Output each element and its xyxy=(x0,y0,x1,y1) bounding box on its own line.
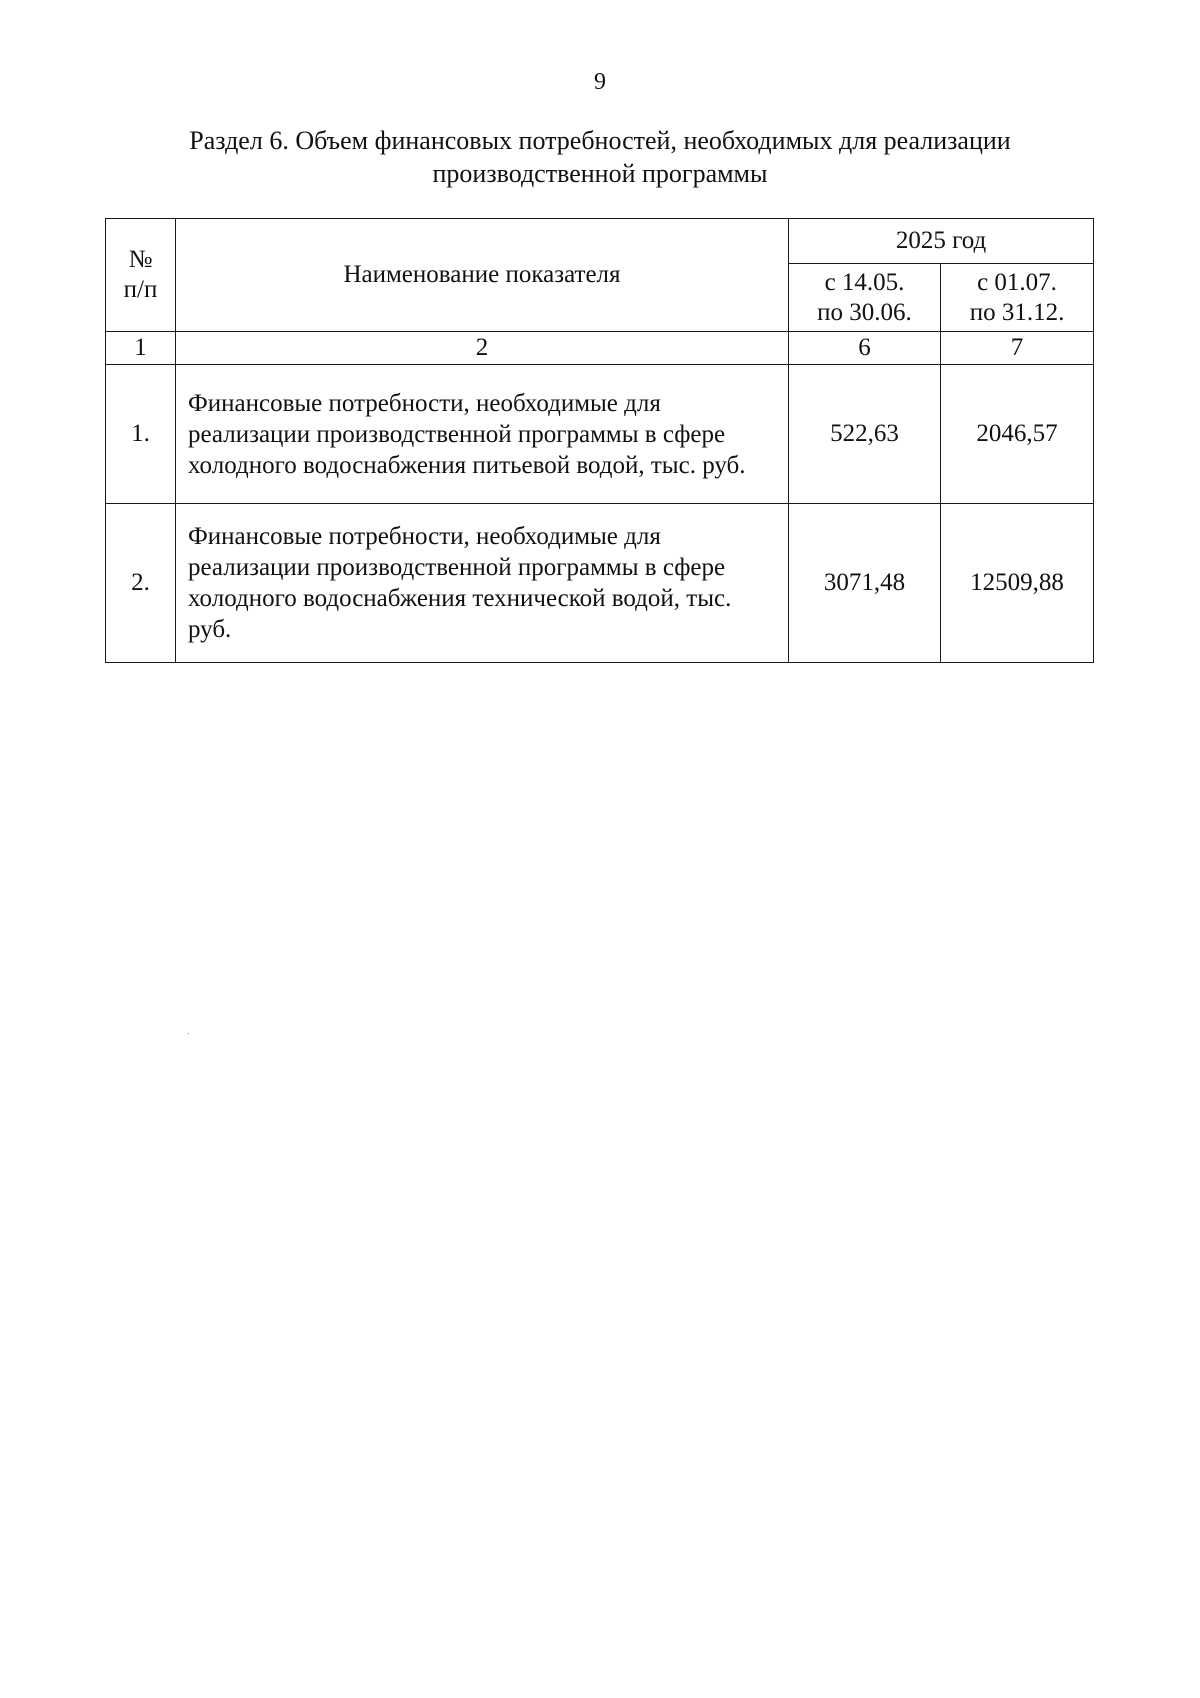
row-number: 1. xyxy=(106,365,176,504)
row-value-period-2: 2046,57 xyxy=(941,365,1094,504)
header-period-2-line-2: по 31.12. xyxy=(969,298,1065,326)
header-period-2 xyxy=(941,264,1094,332)
header-num xyxy=(106,219,176,332)
section-title xyxy=(100,124,1100,190)
table-row xyxy=(106,365,1094,504)
header-period-2-line-1: с 01.07. xyxy=(977,268,1057,296)
header-num-line-2: п/п xyxy=(123,276,158,303)
header-num-line-1: № xyxy=(128,246,153,273)
header-period-1-line-1: с 14.05. xyxy=(824,268,905,296)
column-number: 7 xyxy=(941,332,1094,365)
column-number: 2 xyxy=(176,332,789,365)
table-header-row xyxy=(106,219,1094,264)
scan-speck xyxy=(188,1033,189,1034)
header-period-1 xyxy=(789,264,941,332)
row-value-period-1: 522,63 xyxy=(789,365,941,504)
row-number: 2. xyxy=(106,504,176,663)
row-value-period-1: 3071,48 xyxy=(789,504,941,663)
row-indicator-name: Финансовые потребности, необходимые для реализации производственной программы в сфере холодного водоснабжения технической водой, тыс. руб. xyxy=(176,504,789,663)
row-indicator-name: Финансовые потребности, необходимые для реализации производственной программы в сфере холодного водоснабжения питьевой водой, тыс. руб. xyxy=(176,365,789,504)
section-title-line-1: Раздел 6. Объем финансовых потребностей, необходимых для реализации xyxy=(189,126,1011,155)
header-year: 2025 год xyxy=(789,219,1094,264)
column-number-row xyxy=(106,332,1094,365)
column-number: 1 xyxy=(106,332,176,365)
section-title-line-2: производственной программы xyxy=(432,159,768,188)
table-row xyxy=(106,504,1094,663)
page-number: 9 xyxy=(594,69,606,95)
header-name: Наименование показателя xyxy=(176,219,789,332)
financial-needs-table xyxy=(105,218,1094,663)
row-value-period-2: 12509,88 xyxy=(941,504,1094,663)
header-period-1-line-2: по 30.06. xyxy=(817,298,912,326)
column-number: 6 xyxy=(789,332,941,365)
